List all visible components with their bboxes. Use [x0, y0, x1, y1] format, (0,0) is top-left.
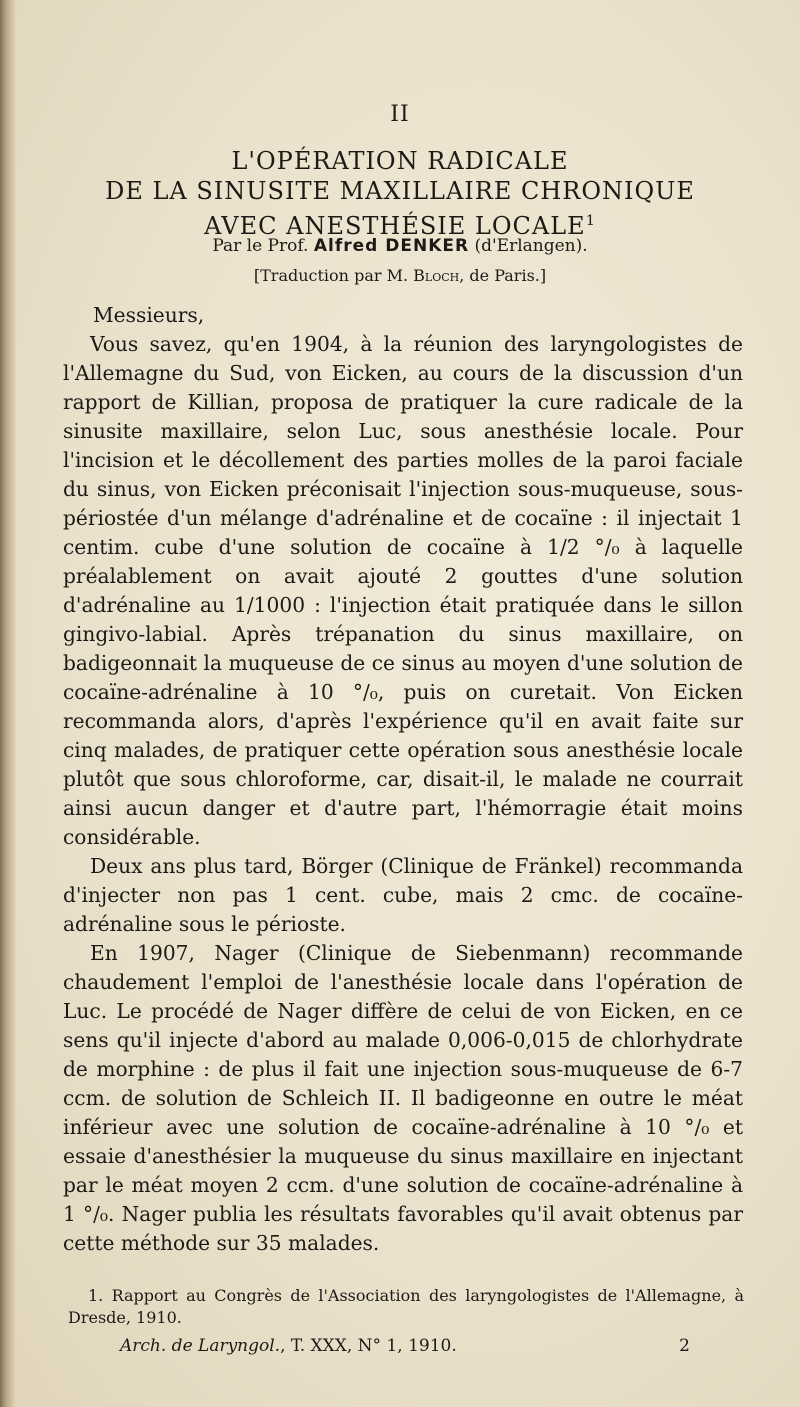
- paragraph-1: Vous savez, qu'en 1904, à la réunion des laryngologistes de l'Allemagne du Sud, von Eicken, au cours de la discussion d'un rapport de Killian, proposa de pratiquer la cure radicale de la sinusite maxillaire, selon Luc, sous anesthésie locale. Pour l'incision et le décollement des parties molles de la paroi faciale du sinus, von Eicken préconisait l'injection sous-muqueuse, sous-périostée d'un mélange d'adrénaline et de cocaïne : il injectait 1 centim. cube d'une solution de cocaïne à 1/2 °/₀ à laquelle préalablement on avait ajouté 2 gouttes d'une solution d'adrénaline au 1/1000 : l'injection était pratiquée dans le sillon gingivo-labial. Après trépanation du sinus maxillaire, on badigeonnait la muqueuse de ce sinus au moyen d'une solution de cocaïne-adrénaline à 10 °/₀, puis on curetait. Von Eicken recommanda alors, d'après l'expérience qu'il en avait faite sur cinq malades, de pratiquer cette opération sous anesthésie locale plutôt que sous chloroforme, car, disait-il, le malade ne courrait ainsi aucun danger et d'autre part, l'hémorragie était moins considérable.: [63, 332, 743, 849]
- journal-name: Arch. de Laryngol.: [120, 1336, 281, 1356]
- body-text: [63, 301, 743, 1258]
- sheet-number: 2: [679, 1336, 690, 1356]
- article-title: [0, 146, 800, 241]
- footnote-1: 1. Rapport au Congrès de l'Association des laryngologistes de l'Allemagne, à Dresde, 1910.: [68, 1286, 744, 1327]
- translation-open: [Traduction par M.: [253, 266, 409, 285]
- translation-close: , de Paris.]: [459, 266, 547, 285]
- title-line-2: DE LA SINUSITE MAXILLAIRE CHRONIQUE: [105, 177, 695, 205]
- translator-name: Bloch: [413, 266, 460, 285]
- journal-citation: [120, 1336, 457, 1356]
- paragraph-3: En 1907, Nager (Clinique de Siebenmann) recommande chaudement l'emploi de l'anesthésie locale dans l'opération de Luc. Le procédé de Nager diffère de celui de von Eicken, en ce sens qu'il injecte d'abord au malade 0,006-0,015 de chlorhydrate de morphine : de plus il fait une injection sous-muqueuse de 6-7 ccm. de solution de Schleich II. Il badigeonne en outre le méat inférieur avec une solution de cocaïne-adrénaline à 10 °/₀ et essaie d'anesthésier la muqueuse du sinus maxillaire en injectant par le méat moyen 2 ccm. d'une solution de cocaïne-adrénaline à 1 °/₀. Nager publia les résultats favorables qu'il avait obtenus par cette méthode sur 35 malades.: [63, 941, 743, 1255]
- byline: [0, 236, 800, 256]
- author-name: Alfred DENKER: [313, 236, 470, 256]
- footnotes: [68, 1285, 744, 1329]
- author-affiliation: (d'Erlangen).: [474, 236, 588, 256]
- byline-prefix: Par le Prof.: [212, 236, 309, 256]
- chapter-number: II: [390, 102, 410, 127]
- title-footnote-marker: 1: [585, 213, 596, 229]
- title-line-3-text: AVEC ANESTHÉSIE LOCALE: [204, 212, 586, 240]
- title-line-1: L'OPÉRATION RADICALE: [231, 147, 569, 175]
- running-foot: [120, 1336, 690, 1356]
- salutation: Messieurs,: [93, 303, 205, 327]
- paragraph-2: Deux ans plus tard, Börger (Clinique de Fränkel) recommanda d'injecter non pas 1 cent. cube, mais 2 cmc. de cocaïne-adrénaline sous le périoste.: [63, 854, 743, 936]
- journal-volume: , T. XXX, N° 1, 1910.: [280, 1336, 457, 1356]
- translation-credit: [0, 266, 800, 285]
